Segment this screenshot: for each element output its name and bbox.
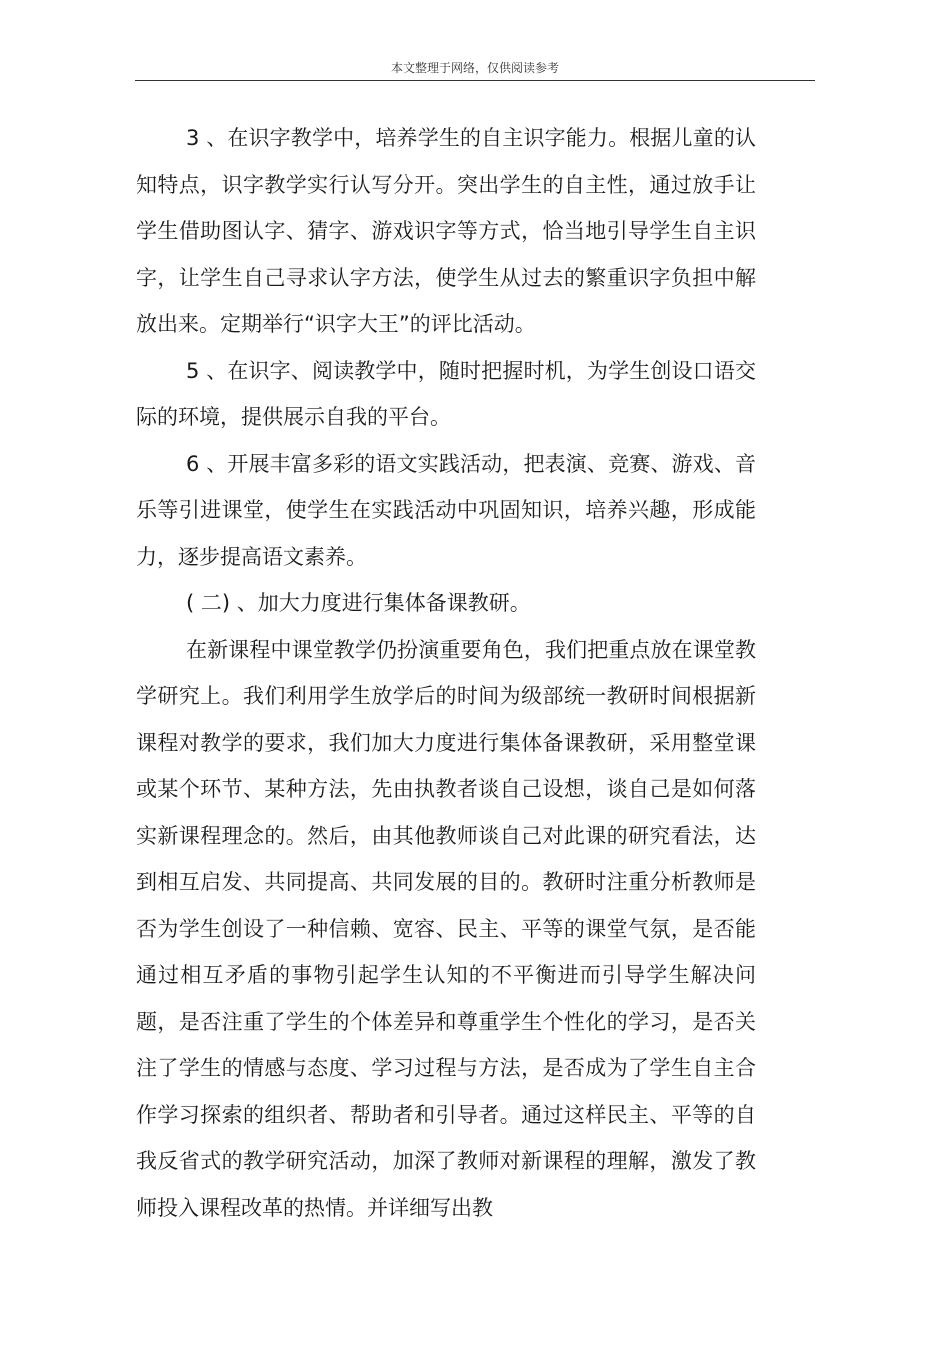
section-heading-collective-lesson-planning: ( 二) 、加大力度进行集体备课教研。 — [186, 591, 531, 615]
document-body — [136, 115, 756, 1231]
paragraph-practice-activities: 6 、开展丰富多彩的语文实践活动，把表演、竞赛、游戏、音乐等引进课堂，使学生在实践活动中巩固知识，培养兴趣，形成能力，逐步提高语文素养。 — [136, 451, 756, 569]
paragraph-literacy-teaching: 3 、在识字教学中，培养学生的自主识字能力。根据儿童的认知特点，识字教学实行认写分开。突出学生的自主性，通过放手让学生借助图认字、猜字、游戏识字等方式，恰当地引导学生自主识字，让学生自己寻求认字方法，使学生从过去的繁重识字负担中解放出来。定期举行“识字大王”的评比活动。 — [136, 126, 756, 336]
paragraph-classroom-research: 在新课程中课堂教学仍扮演重要角色，我们把重点放在课堂教学研究上。我们利用学生放学后的时间为级部统一教研时间根据新课程对教学的要求，我们加大力度进行集体备课教研，采用整堂课或某个环节、某种方法，先由执教者谈自己设想，谈自己是如何落实新课程理念的。然后，由其他教师谈自己对此课的研究看法，达到相互启发、共同提高、共同发展的目的。教研时注重分析教师是否为学生创设了一种信赖、宽容、民主、平等的课堂气氛，是否能通过相互矛盾的事物引起学生认知的不平衡进而引导学生解决问题，是否注重了学生的个体差异和尊重学生个性化的学习，是否关注了学生的情感与态度、学习过程与方法，是否成为了学生自主合作学习探索的组织者、帮助者和引导者。通过这样民主、平等的自我反省式的教学研究活动，加深了教师对新课程的理解，激发了教师投入课程改革的热情。并详细写出教 — [136, 637, 756, 1220]
page-header — [135, 58, 815, 81]
header-text: 本文整理于网络，仅供阅读参考 — [390, 61, 559, 75]
paragraph-oral-communication: 5 、在识字、阅读教学中，随时把握时机，为学生创设口语交际的环境，提供展示自我的平台。 — [136, 358, 756, 429]
